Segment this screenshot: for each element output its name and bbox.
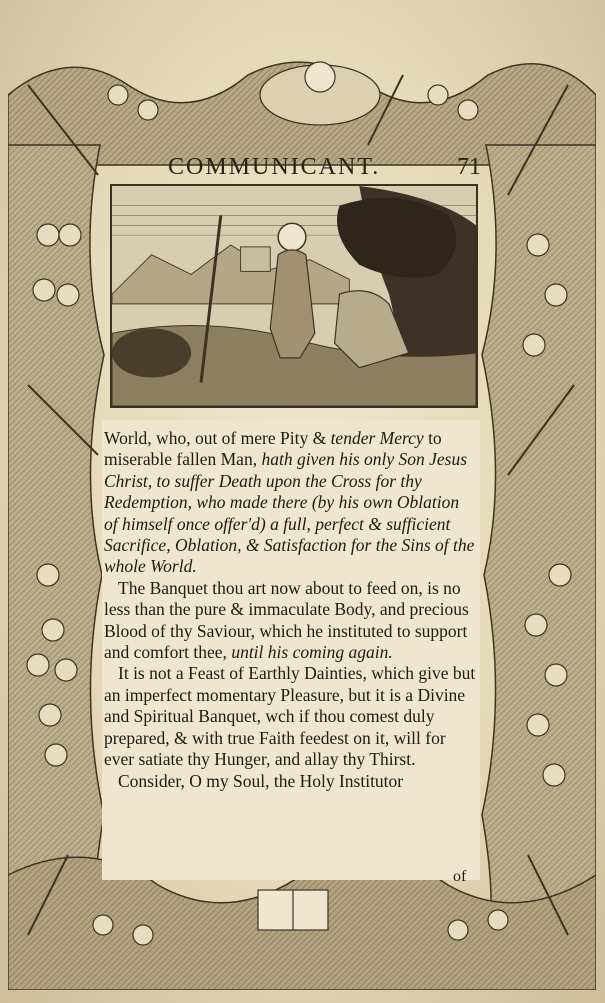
page-number: 71 (457, 154, 481, 180)
running-title: COMMUNICANT. (168, 154, 381, 180)
paragraph-1 (104, 428, 476, 578)
catchword: of (453, 868, 467, 885)
engraved-illustration (110, 184, 478, 408)
paragraph-4: Consider, O my Soul, the Holy Institutor (118, 770, 404, 791)
paragraph-2 (104, 578, 476, 664)
paragraph-1-italic-a: tender Mercy (330, 428, 424, 448)
paragraph-1-text-a: World, who, out of mere Pity & (104, 428, 331, 448)
paragraph-2-italic: until his coming again. (231, 642, 393, 663)
paragraph-1-italic-b: hath given his only Son Jesus Christ, to suffer Death upon the Cross for thy Redemption, who made there (by his own Oblation of himself once offer'd) a full, perfect & sufficient Sacrifice, Oblation, & Satisfaction for the Sins of the whole World. (104, 449, 475, 577)
paragraph-2-text: The Banquet thou art now about to feed on, is no less than the pure & immaculate Body, and precious Blood of thy Saviour, which he instituted to support and comfort thee, (104, 577, 469, 663)
running-head (100, 150, 485, 184)
paragraph-3: It is not a Feast of Earthly Dainties, which give but an imperfect momentary Pleasure, but it is a Divine and Spiritual Banquet, wch if thou comest duly prepared, & with true Faith feedest on it, will for ever satiate thy Hunger, and allay thy Thirst. (104, 663, 476, 770)
body-text (104, 428, 476, 792)
paragraph-1-text-b: to miserable fallen Man, (104, 428, 442, 470)
